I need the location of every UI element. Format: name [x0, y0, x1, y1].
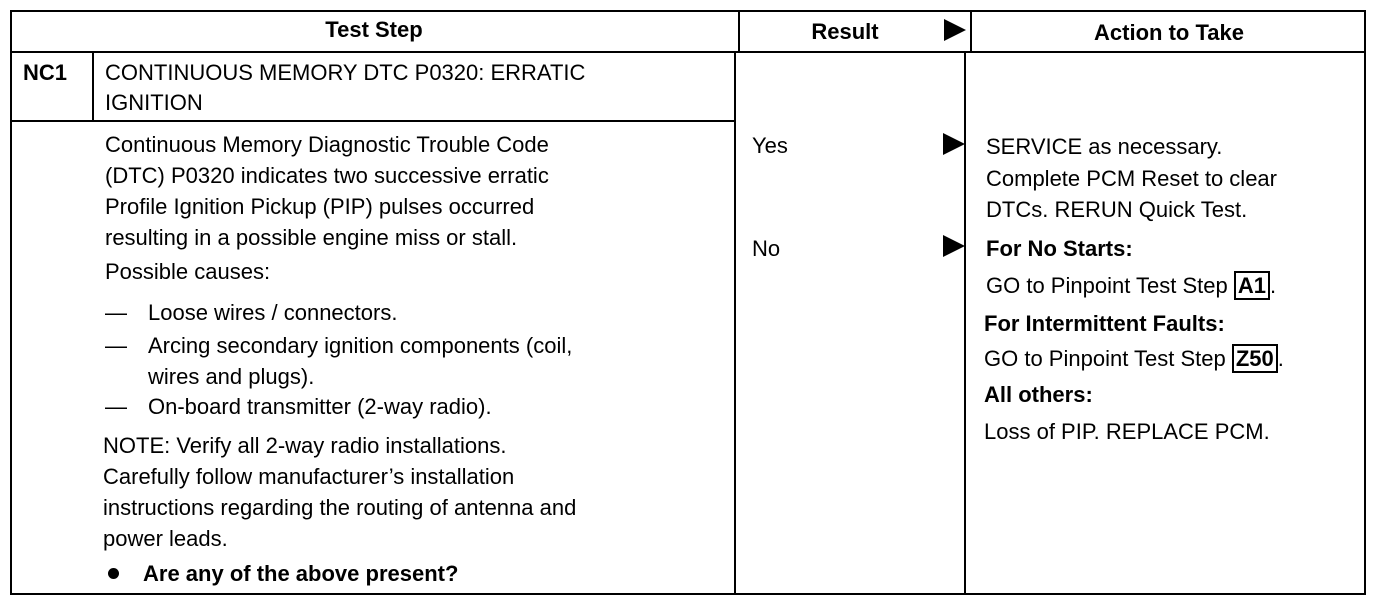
description-line: (DTC) P0320 indicates two successive erratic	[105, 163, 549, 188]
note-line: power leads.	[103, 526, 228, 551]
pinpoint-ref-a1: A1	[1234, 271, 1270, 300]
intermittent-action	[984, 343, 1284, 374]
note-line: Carefully follow manufacturer’s installation	[103, 464, 515, 489]
others-action: Loss of PIP. REPLACE PCM.	[984, 419, 1270, 444]
title-divider	[10, 120, 736, 122]
others-heading: All others:	[984, 382, 1093, 407]
header-arrow-icon	[944, 19, 966, 41]
result-no: No	[752, 236, 781, 261]
note-line: instructions regarding the routing of antenna and	[103, 495, 577, 520]
action-yes-line: Complete PCM Reset to clear	[986, 166, 1277, 191]
cause-item-2-cont: wires and plugs).	[148, 364, 315, 389]
header-test-step: Test Step	[325, 17, 423, 42]
result-yes: Yes	[752, 133, 788, 158]
note-line: NOTE: Verify all 2-way radio installations.	[103, 433, 507, 458]
cause-item-3: On-board transmitter (2-way radio).	[148, 394, 492, 419]
possible-causes-label: Possible causes:	[105, 259, 271, 284]
no-arrow-icon	[943, 235, 965, 257]
header-action: Action to Take	[1094, 20, 1244, 45]
step-title-line1: CONTINUOUS MEMORY DTC P0320: ERRATIC	[105, 60, 586, 85]
cause-item-1: Loose wires / connectors.	[148, 300, 398, 325]
no-starts-action	[986, 270, 1276, 301]
header-result: Result	[811, 19, 879, 44]
no-starts-heading: For No Starts:	[986, 236, 1133, 261]
action-yes-line: DTCs. RERUN Quick Test.	[986, 197, 1248, 222]
column-divider-result	[734, 52, 736, 595]
bullet-icon	[108, 568, 119, 579]
step-id-divider	[92, 52, 94, 122]
action-yes-line: SERVICE as necessary.	[986, 134, 1223, 159]
cause-dash: —	[105, 300, 127, 325]
description-line: Continuous Memory Diagnostic Trouble Code	[105, 132, 549, 157]
description-line: resulting in a possible engine miss or stall.	[105, 225, 518, 250]
intermittent-text: GO to Pinpoint Test Step	[984, 346, 1226, 371]
description-line: Profile Ignition Pickup (PIP) pulses occurred	[105, 194, 535, 219]
question: Are any of the above present?	[143, 561, 459, 586]
header-divider	[10, 51, 1366, 53]
cause-dash: —	[105, 333, 127, 358]
no-starts-text: GO to Pinpoint Test Step	[986, 273, 1228, 298]
period: .	[1269, 273, 1277, 298]
step-title-line2: IGNITION	[105, 90, 203, 115]
cause-dash: —	[105, 394, 127, 419]
intermittent-heading: For Intermittent Faults:	[984, 311, 1225, 336]
pinpoint-ref-z50: Z50	[1232, 344, 1278, 373]
step-id: NC1	[23, 60, 68, 85]
period: .	[1277, 346, 1284, 371]
cause-item-2: Arcing secondary ignition components (coil,	[148, 333, 573, 358]
yes-arrow-icon	[943, 133, 965, 155]
